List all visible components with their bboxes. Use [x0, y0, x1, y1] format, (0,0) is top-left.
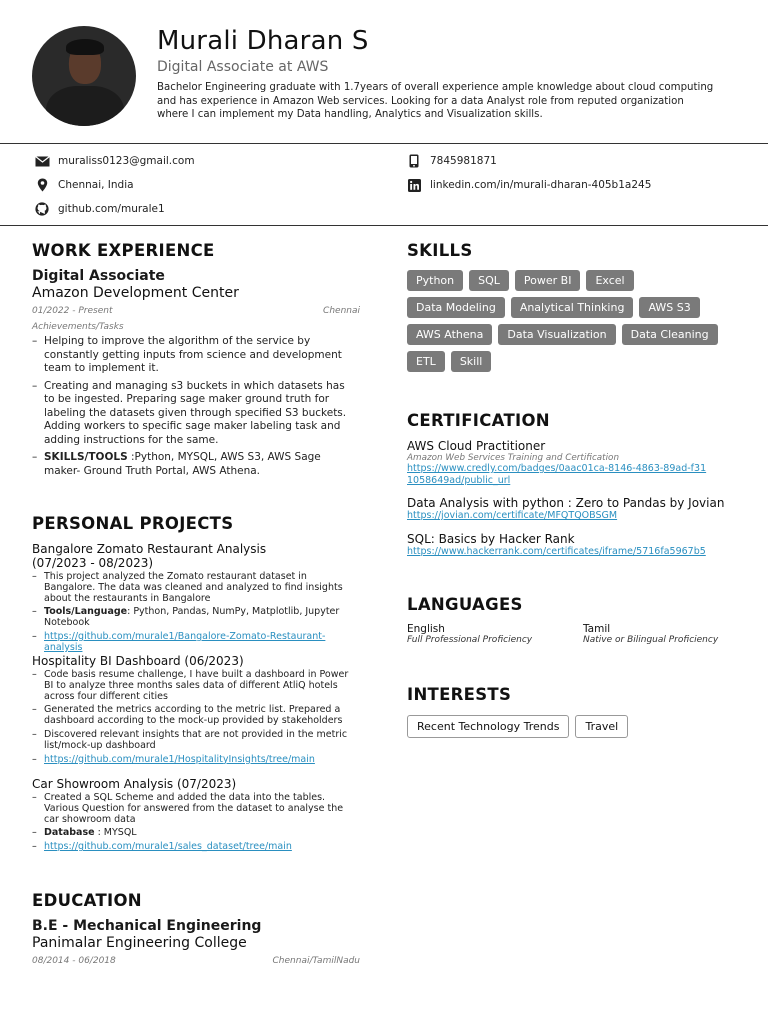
- job-title: Digital Associate: [32, 268, 165, 284]
- skill-tag: Power BI: [515, 270, 581, 291]
- project-bullets: [32, 670, 360, 765]
- tools-label: Tools/Language: [44, 606, 128, 618]
- achievements-label: Achievements/Tasks: [32, 322, 124, 332]
- project-bullet: [32, 828, 360, 839]
- language-tamil: [583, 623, 718, 645]
- personal-projects-heading: PERSONAL PROJECTS: [32, 514, 234, 533]
- summary: Bachelor Engineering graduate with 1.7years of overall experience ample knowledge about cloud computing and has experience in Amazon Web services. Looking for a data Analyst role from reputed organization where I can implement my Data handling, Analytics and Visualization skills.: [157, 82, 714, 120]
- project-bullets: [32, 793, 360, 853]
- interests-heading: INTERESTS: [407, 685, 512, 704]
- cert-name: Data Analysis with python : Zero to Pandas by Jovian: [407, 496, 725, 510]
- project-zomato: [32, 542, 360, 657]
- company-name: Amazon Development Center: [32, 285, 239, 301]
- education-dates: 08/2014 - 06/2018: [32, 956, 116, 966]
- contact-phone[interactable]: [406, 154, 497, 168]
- project-bullet: [32, 842, 360, 853]
- job-location: Chennai: [323, 306, 360, 316]
- cert-aws: [407, 439, 737, 486]
- contact-section: [0, 146, 768, 226]
- work-experience-heading: WORK EXPERIENCE: [32, 241, 215, 260]
- car-showroom-project-link[interactable]: https://github.com/murale1/sales_dataset/tree/main: [44, 841, 292, 853]
- phone-text: 7845981871: [430, 155, 497, 167]
- interest-tag: Travel: [575, 715, 628, 738]
- cert-aws-link[interactable]: https://www.credly.com/badges/0aac01ca-8146-4863-89ad-f311058649ad/public_url: [407, 463, 707, 486]
- contact-location: [34, 178, 134, 192]
- interest-tag: Recent Technology Trends: [407, 715, 569, 738]
- skill-tag: Skill: [451, 351, 492, 372]
- skill-tag: AWS S3: [639, 297, 699, 318]
- skills-tags: [407, 270, 737, 372]
- linkedin-text: linkedin.com/in/murali-dharan-405b1a245: [430, 179, 652, 191]
- candidate-title: Digital Associate at AWS: [157, 59, 329, 75]
- language-english: [407, 623, 532, 645]
- skills-tools-label: SKILLS/TOOLS: [44, 451, 128, 463]
- location-pin-icon: [34, 178, 50, 192]
- project-bullet: – Generated the metrics according to the metric list. Prepared a dashboard according to the mock-up provided by stakeholders: [32, 705, 360, 727]
- zomato-project-link[interactable]: https://github.com/murale1/Bangalore-Zomato-Restaurant-analysis: [44, 630, 326, 653]
- skill-tag: Data Modeling: [407, 297, 505, 318]
- job-skills-bullet: [32, 451, 352, 478]
- cert-hackerrank-link[interactable]: https://www.hackerrank.com/certificates/iframe/5716fa5967b5: [407, 546, 706, 557]
- tools-text: : Python, Pandas, NumPy, Matplotlib, Jupyter Notebook: [44, 606, 340, 629]
- avatar-hair: [66, 39, 104, 55]
- project-bullet: – Created a SQL Scheme and added the data into the tables. Various Question for answered from the dataset to analyse the car showroom data: [32, 793, 360, 825]
- contact-linkedin[interactable]: [406, 178, 651, 192]
- email-text: muraliss0123@gmail.com: [58, 155, 195, 167]
- cert-jovian-link[interactable]: https://jovian.com/certificate/MFQTQOBSGM: [407, 510, 618, 521]
- project-bullet: – This project analyzed the Zomato restaurant dataset in Bangalore. The data was cleaned and analyzed to find insights about the restaurants in Bangalore: [32, 572, 360, 604]
- job-dates: 01/2022 - Present: [32, 306, 113, 316]
- linkedin-icon: [406, 178, 422, 192]
- job-bullet: – Helping to improve the algorithm of the service by constantly getting inputs from science and development team to implement it.: [32, 335, 352, 376]
- education-heading: EDUCATION: [32, 891, 142, 910]
- github-icon: [34, 202, 50, 216]
- project-bullets: [32, 572, 360, 654]
- location-text: Chennai, India: [58, 179, 134, 191]
- job-bullet: – Creating and managing s3 buckets in which datasets has to be ingested. Preparing sage maker ground truth for labeling the datasets given through specified S3 buckets. Adding workers to specific sage maker labeling task and adding instructions for the same.: [32, 380, 352, 448]
- project-title: Hospitality BI Dashboard (06/2023): [32, 654, 244, 668]
- skills-tools-text: :Python, MYSQL, AWS S3, AWS Sage maker- Ground Truth Portal, AWS Athena.: [44, 451, 321, 477]
- resume-header: [0, 0, 768, 144]
- education-location: Chennai/TamilNadu: [272, 956, 360, 966]
- phone-icon: [406, 154, 422, 168]
- skill-tag: Data Visualization: [498, 324, 615, 345]
- project-title: Car Showroom Analysis (07/2023): [32, 777, 237, 791]
- project-bullet: [32, 607, 360, 629]
- avatar-body: [46, 86, 124, 126]
- project-bullet: – Discovered relevant insights that are not provided in the metric list/mock-up dashboard: [32, 730, 360, 752]
- skill-tag: Python: [407, 270, 463, 291]
- education-meta: [32, 956, 360, 966]
- skill-tag: ETL: [407, 351, 445, 372]
- contact-email[interactable]: [34, 154, 195, 168]
- project-car-showroom: [32, 777, 360, 856]
- skill-tag: AWS Athena: [407, 324, 492, 345]
- skills-heading: SKILLS: [407, 241, 473, 260]
- skill-tag: Data Cleaning: [622, 324, 718, 345]
- avatar: [32, 26, 136, 126]
- language-name: Tamil: [583, 623, 611, 635]
- project-bullet: [32, 632, 360, 654]
- cert-name: SQL: Basics by Hacker Rank: [407, 532, 575, 546]
- email-icon: [34, 154, 50, 168]
- cert-hackerrank: [407, 532, 737, 558]
- cert-jovian: [407, 496, 737, 522]
- degree: B.E - Mechanical Engineering: [32, 918, 262, 934]
- project-dates: (07/2023 - 08/2023): [32, 556, 154, 570]
- candidate-name: Murali Dharan S: [157, 26, 369, 56]
- job-meta: [32, 306, 360, 316]
- project-title: Bangalore Zomato Restaurant Analysis: [32, 542, 267, 556]
- project-bullet: – Code basis resume challenge, I have built a dashboard in Power BI to analyze three months sales data of different AtliQ hotels across four different cities: [32, 670, 360, 702]
- skill-tag: Analytical Thinking: [511, 297, 634, 318]
- interests-tags: [407, 715, 737, 738]
- job-bullets: [32, 335, 352, 482]
- language-level: Native or Bilingual Proficiency: [583, 635, 719, 645]
- database-label: Database: [44, 827, 95, 839]
- language-level: Full Professional Proficiency: [407, 635, 533, 645]
- skill-tag: SQL: [469, 270, 509, 291]
- college-name: Panimalar Engineering College: [32, 935, 247, 951]
- github-text: github.com/murale1: [58, 203, 165, 215]
- cert-org: Amazon Web Services Training and Certification: [407, 453, 620, 463]
- certification-heading: CERTIFICATION: [407, 411, 550, 430]
- hospitality-project-link[interactable]: https://github.com/murale1/HospitalityInsights/tree/main: [44, 753, 315, 765]
- job-entry: [32, 268, 165, 284]
- project-hospitality: [32, 654, 360, 768]
- contact-github[interactable]: [34, 202, 165, 216]
- language-name: English: [407, 623, 445, 635]
- skill-tag: Excel: [586, 270, 633, 291]
- database-text: : MYSQL: [94, 827, 137, 839]
- cert-name: AWS Cloud Practitioner: [407, 439, 546, 453]
- languages-heading: LANGUAGES: [407, 595, 523, 614]
- project-bullet: [32, 755, 360, 766]
